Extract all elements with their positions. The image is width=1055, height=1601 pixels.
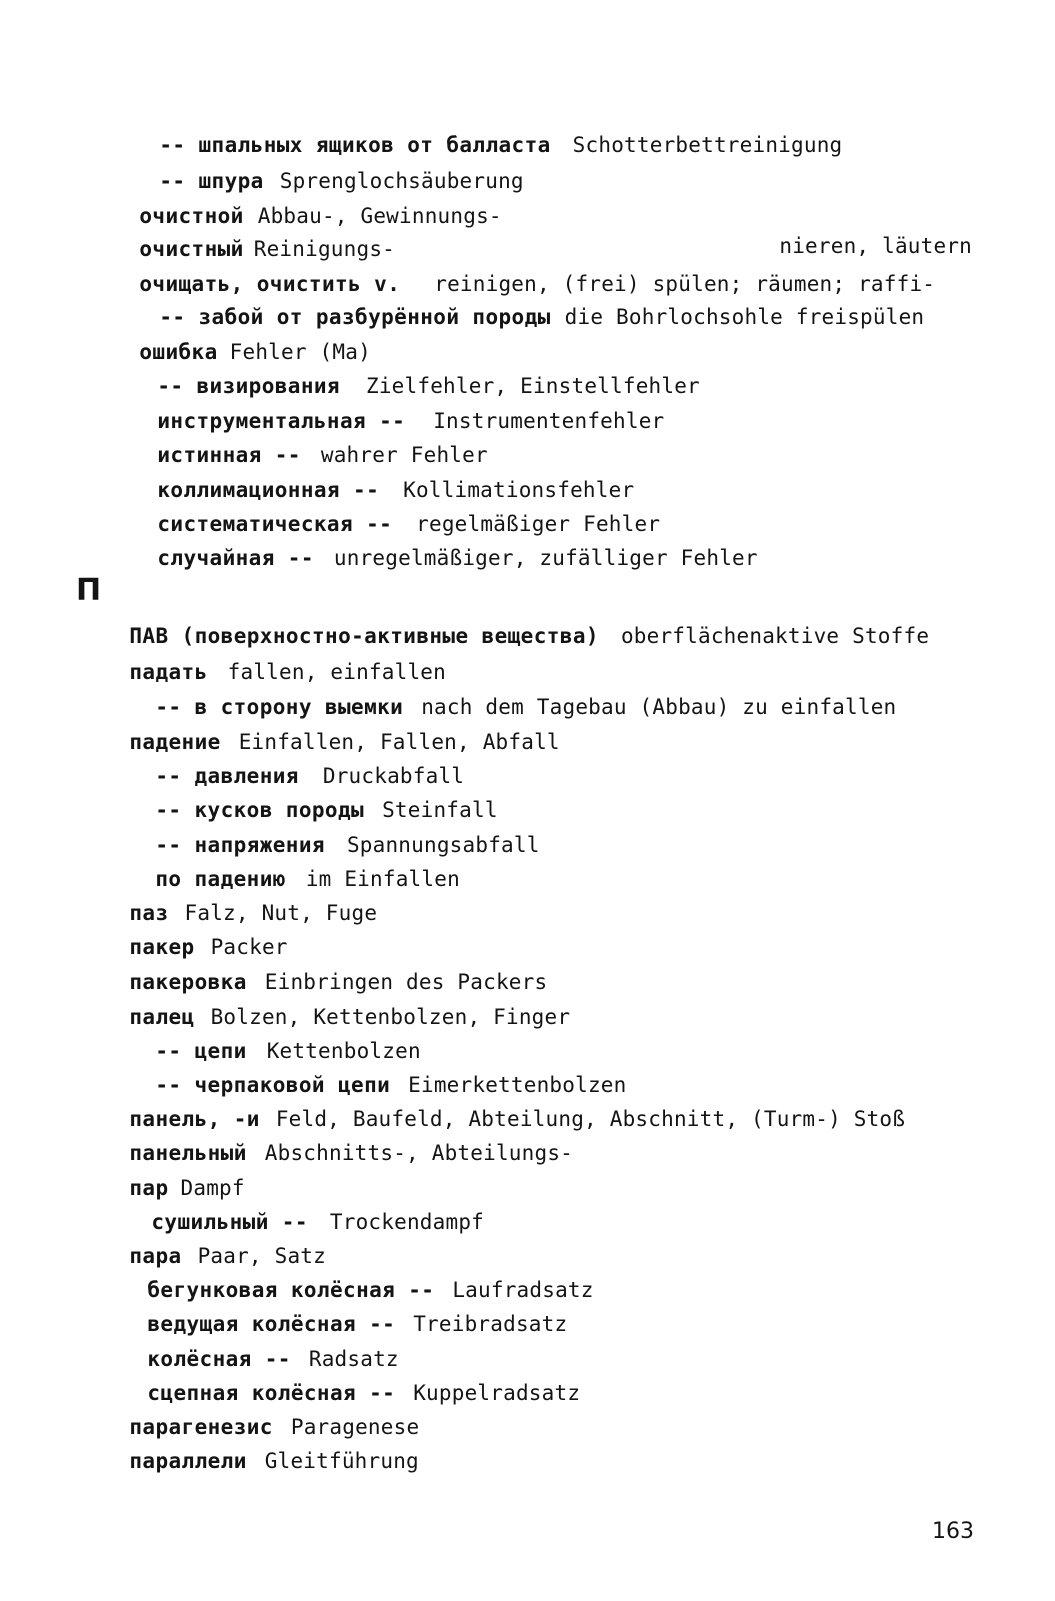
german-translation: Paragenese: [290, 1415, 420, 1439]
entry-line: [106, 519, 758, 597]
russian-term: очистной: [139, 204, 244, 228]
russian-term: -- шпура: [159, 169, 264, 193]
russian-term: -- цепи: [155, 1039, 247, 1063]
russian-term: парагенезис: [129, 1415, 273, 1439]
russian-term: инструментальная --: [157, 409, 406, 433]
russian-term: по падению: [155, 867, 286, 891]
german-translation: oberflächenaktive Stoffe: [620, 624, 930, 648]
russian-term: очищать, очистить v.: [139, 272, 401, 296]
russian-term: палец: [129, 1005, 195, 1029]
german-translation: die Bohrlochsohle freispülen: [564, 305, 925, 329]
russian-term: ПАВ (поверхностно-активные вещества): [129, 624, 599, 648]
russian-term: падать: [129, 660, 208, 684]
german-translation: Einbringen des Packers: [264, 970, 548, 994]
russian-term: бегунковая колёсная --: [147, 1278, 435, 1302]
german-translation: Spannungsabfall: [346, 833, 540, 857]
russian-term: колёсная --: [147, 1347, 291, 1371]
russian-term: -- визирования: [157, 374, 340, 398]
german-translation: Abbau-, Gewinnungs-: [257, 204, 502, 228]
russian-term: -- в сторону выемки: [155, 695, 404, 719]
german-translation: Laufradsatz: [452, 1278, 594, 1302]
german-translation: Treibradsatz: [413, 1312, 568, 1336]
german-translation: unregelmäßiger, zufälliger Fehler: [333, 546, 758, 570]
german-translation: Falz, Nut, Fuge: [184, 901, 378, 925]
german-translation: Steinfall: [382, 798, 498, 822]
german-translation: fallen, einfallen: [227, 660, 446, 684]
russian-term: -- давления: [155, 764, 299, 788]
german-translation: Zielfehler, Einstellfehler: [365, 374, 700, 398]
german-translation: Abschnitts-, Abteilungs-: [264, 1141, 573, 1165]
german-translation: Druckabfall: [322, 764, 465, 788]
russian-term: истинная --: [157, 443, 301, 467]
section-letter: П: [76, 573, 102, 608]
russian-term: пакер: [129, 935, 195, 959]
russian-term: -- черпаковой цепи: [155, 1073, 391, 1097]
german-translation: Bolzen, Kettenbolzen, Finger: [210, 1005, 571, 1029]
german-translation: Feld, Baufeld, Abteilung, Abschnitt, (Turm-) Stoß: [275, 1107, 906, 1131]
russian-term: пара: [129, 1244, 182, 1268]
russian-term: пар: [129, 1176, 169, 1200]
german-translation: Kettenbolzen: [266, 1039, 421, 1063]
russian-term: ошибка: [139, 340, 218, 364]
german-translation: regelmäßiger Fehler: [416, 512, 661, 536]
russian-term: сцепная колёсная --: [147, 1381, 396, 1405]
german-translation: Instrumentenfehler: [433, 409, 665, 433]
german-translation: Sprenglochsäuberung: [279, 169, 524, 193]
russian-term: -- забой от разбурённой породы: [159, 305, 551, 329]
russian-term: случайная --: [157, 546, 314, 570]
german-translation: Kollimationsfehler: [403, 478, 635, 502]
russian-term: падение: [129, 730, 221, 754]
german-translation: Trockendampf: [329, 1210, 485, 1234]
german-translation: Dampf: [180, 1176, 245, 1200]
russian-term: -- напряжения: [155, 833, 325, 857]
german-translation-continuation: nieren, läutern: [779, 234, 973, 258]
entry-line: [78, 1422, 419, 1500]
russian-term: панель, -и: [129, 1107, 260, 1131]
russian-term: ведущая колёсная --: [147, 1312, 396, 1336]
russian-term: сушильный --: [151, 1210, 308, 1234]
german-translation: Fehler (Ma): [229, 340, 371, 364]
russian-term: панельный: [129, 1141, 247, 1165]
german-translation: wahrer Fehler: [320, 443, 488, 467]
german-translation: Packer: [210, 935, 288, 959]
russian-term: паз: [129, 901, 169, 925]
german-translation: Eimerkettenbolzen: [408, 1073, 627, 1097]
german-translation: reinigen, (frei) spülen; räumen; raffi-: [434, 272, 936, 296]
russian-term: -- кусков породы: [155, 798, 365, 822]
russian-term: очистный: [139, 237, 244, 261]
german-translation: Radsatz: [308, 1347, 399, 1371]
russian-term: пакеровка: [129, 970, 247, 994]
page-number: 163: [932, 1519, 974, 1544]
russian-term: систематическая --: [157, 512, 393, 536]
german-translation: Gleitführung: [264, 1449, 419, 1473]
russian-term: -- шпальных ящиков от балласта: [159, 133, 551, 157]
german-translation: Reinigungs-: [253, 237, 396, 261]
german-translation: im Einfallen: [305, 867, 460, 891]
german-translation: Einfallen, Fallen, Abfall: [238, 730, 560, 754]
german-translation: Schotterbettreinigung: [572, 133, 843, 157]
german-translation: Paar, Satz: [197, 1244, 326, 1268]
russian-term: коллимационная --: [157, 478, 380, 502]
russian-term: параллели: [129, 1449, 247, 1473]
german-translation: nach dem Tagebau (Abbau) zu einfallen: [421, 695, 897, 719]
german-translation: Kuppelradsatz: [413, 1381, 581, 1405]
